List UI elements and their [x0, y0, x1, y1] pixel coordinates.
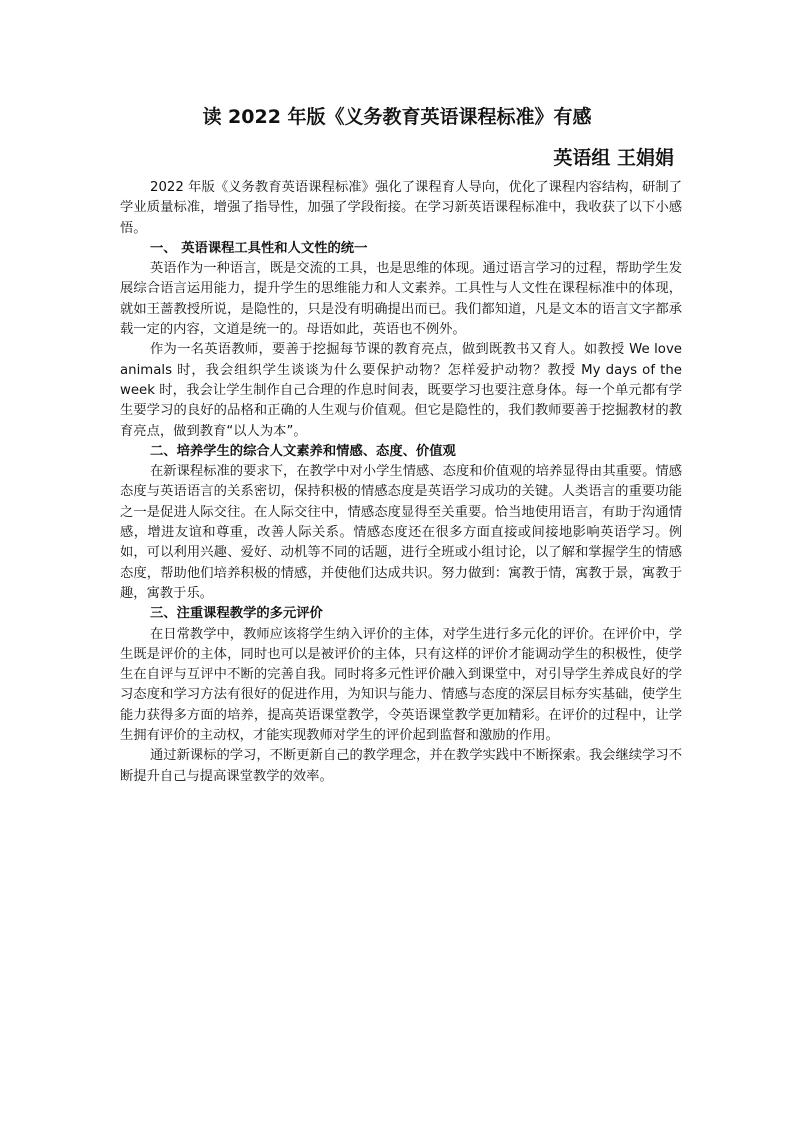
section-3-paragraph-2: 通过新课标的学习，不断更新自己的教学理念，并在教学实践中不断探索。我会继续学习不断提升自己与提高课堂教学的效率。 — [120, 748, 682, 784]
document-body — [120, 178, 682, 787]
document-title: 读 2022 年版《义务教育英语课程标准》有感 — [202, 106, 592, 128]
section-3-heading: 三、注重课程教学的多元评价 — [150, 606, 323, 622]
section-2-paragraph-1: 在新课程标准的要求下，在教学中对小学生情感、态度和价值观的培养显得由其重要。情感态度与英语语言的关系密切，保持积极的情感态度是英语学习成功的关键。人类语言的重要功能之一是促进人际交往。在人际交往中，情感态度显得至关重要。恰当地使用语言，有助于沟通情感，增进友谊和尊重，改善人际关系。情感态度还在很多方面直接或间接地影响英语学习。例如，可以利用兴趣、爱好、动机等不同的话题，进行全班或小组讨论，以了解和掌握学生的情感态度，帮助他们培养积极的情感，并使他们达成共识。努力做到：寓教于情，寓教于景，寓教于趣，寓教于乐。 — [120, 464, 682, 601]
section-2-heading: 二、培养学生的综合人文素养和情感、态度、价值观 — [150, 443, 456, 459]
section-1-paragraph-2: 作为一名英语教师，要善于挖掘每节课的教育亮点，做到既教书又育人。如教授 We love animals 时，我会组织学生谈谈为什么要保护动物？怎样爱护动物？教授 My days of the week 时，我会让学生制作自己合理的作息时间表，既要学习也要注意身体。每一个单元都有学生要学习的良好的品格和正确的人生观与价值观。但它是隐性的，我们教师要善于挖掘教材的教育亮点，做到教育“以人为本”。 — [120, 342, 682, 439]
section-3-paragraph-1: 在日常教学中，教师应该将学生纳入评价的主体，对学生进行多元化的评价。在评价中，学生既是评价的主体，同时也可以是被评价的主体，只有这样的评价才能调动学生的积极性，使学生在自评与互评中不断的完善自我。同时将多元性评价融入到课堂中，对引导学生养成良好的学习态度和学习方法有很好的促进作用，为知识与能力、情感与态度的深层目标夯实基础，使学生能力获得多方面的培养，提高英语课堂教学，令英语课堂教学更加精彩。在评价的过程中，让学生拥有评价的主动权，才能实现教师对学生的评价起到监督和激励的作用。 — [120, 626, 682, 744]
section-1-paragraph-1: 英语作为一种语言，既是交流的工具，也是思维的体现。通过语言学习的过程，帮助学生发展综合语言运用能力，提升学生的思维能力和人文素养。工具性与人文性在课程标准中的体现，就如王蔷教授所说，是隐性的，只是没有明确提出而已。我们都知道，凡是文本的语言文字都承载一定的内容，文道是统一的。母语如此，英语也不例外。 — [120, 261, 682, 338]
author-line: 英语组 王娟娟 — [553, 147, 674, 169]
section-1-heading: 一、 英语课程工具性和人文性的统一 — [150, 240, 368, 256]
intro-paragraph: 2022 年版《义务教育英语课程标准》强化了课程育人导向，优化了课程内容结构，研制了学业质量标准，增强了指导性，加强了学段衔接。在学习新英语课程标准中，我收获了以下小感悟。 — [120, 180, 682, 236]
